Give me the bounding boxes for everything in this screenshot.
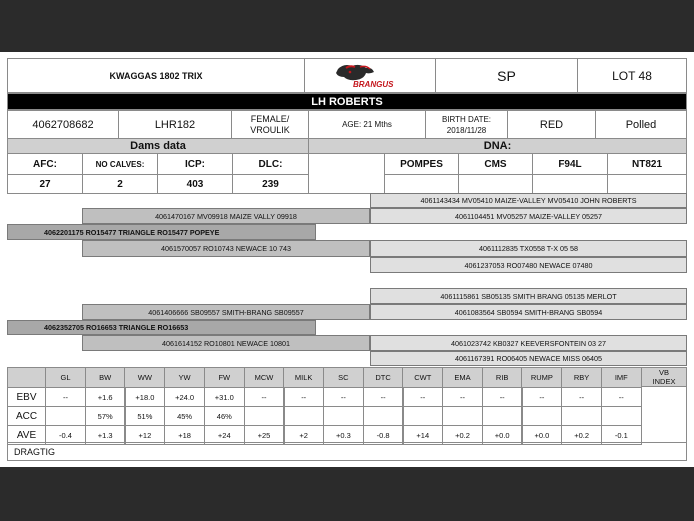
dna-f94l: F94L	[532, 153, 608, 175]
logo-text: BRANGUS	[353, 80, 394, 89]
genetics-cell-ebv-gl: --	[45, 387, 86, 407]
dna-f94l-value	[532, 174, 608, 194]
birth-date-label: BIRTH DATE:	[441, 114, 492, 124]
bottom-band	[0, 467, 694, 521]
genetics-col-dtc: DTC	[363, 367, 404, 388]
genetics-cell-acc-dtc	[363, 406, 404, 426]
pedigree-sire-ss: 4061143434 MV05410 MAIZE-VALLEY MV05410 JOHN ROBERTS	[370, 193, 687, 208]
genetics-col-bw: BW	[85, 367, 126, 388]
sex-line-2: VROULIK	[250, 124, 290, 135]
genetics-col-rby: RBY	[561, 367, 602, 388]
vb-index-header	[641, 367, 687, 387]
genetics-col-cwt: CWT	[402, 367, 443, 388]
genetics-cell-acc-rib	[482, 406, 523, 426]
pedigree-sire: 4062201175 RO15477 TRIANGLE RO15477 POPEYE	[7, 224, 316, 240]
genetics-cell-ave-cwt: +14	[402, 425, 443, 445]
no-calves-value: 2	[82, 174, 158, 194]
dna-nt821-value	[607, 174, 687, 194]
genetics-col-ww: WW	[124, 367, 165, 388]
pedigree-dam-d: 4061614152 RO10801 NEWACE 10801	[82, 335, 370, 351]
genetics-cell-ave-yw: +18	[164, 425, 205, 445]
genetics-cell-ave-gl: -0.4	[45, 425, 86, 445]
pedigree-dam-s: 4061406666 SB09557 SMITH-BRANG SB09557	[82, 304, 370, 320]
genetics-cell-ebv-bw: +1.6	[85, 387, 126, 407]
genetics-row-label-ebv: EBV	[7, 387, 46, 407]
genetics-cell-ave-sc: +0.3	[323, 425, 364, 445]
genetics-cell-ave-mcw: +25	[244, 425, 285, 445]
genetics-col-sc: SC	[323, 367, 364, 388]
genetics-cell-ave-milk: +2	[283, 425, 324, 445]
afc-value: 27	[7, 174, 83, 194]
genetics-col-yw: YW	[164, 367, 205, 388]
genetics-row-label-ave: AVE	[7, 425, 46, 445]
dlc-value: 239	[232, 174, 309, 194]
genetics-cell-ebv-rby: --	[561, 387, 602, 407]
pedigree-sire-dd: 4061237053 RO07480 NEWACE 07480	[370, 257, 687, 273]
genetics-cell-ebv-cwt: --	[402, 387, 443, 407]
genetics-row-label-acc: ACC	[7, 406, 46, 426]
genetics-cell-ave-rib: +0.0	[482, 425, 523, 445]
animal-id: 4062708682	[7, 110, 119, 139]
birth-date-value: 2018/11/28	[446, 125, 487, 135]
genetics-cell-ebv-ema: --	[442, 387, 483, 407]
genetics-col-milk: MILK	[283, 367, 324, 388]
icp-value: 403	[157, 174, 233, 194]
dna-title: DNA:	[308, 138, 687, 154]
dna-pompes-value	[384, 174, 459, 194]
genetics-cell-ave-ww: +12	[124, 425, 165, 445]
dams-data-title: Dams data	[7, 138, 309, 154]
pedigree-sire-s: 4061470167 MV09918 MAIZE VALLY 09918	[82, 208, 370, 224]
dna-cms: CMS	[458, 153, 533, 175]
lot-sheet	[0, 52, 694, 467]
genetics-cell-ebv-milk: --	[283, 387, 324, 407]
genetics-cell-ave-imf: -0.1	[601, 425, 642, 445]
birth-date	[425, 110, 508, 139]
genetics-cell-ave-rby: +0.2	[561, 425, 602, 445]
genetics-cell-ebv-yw: +24.0	[164, 387, 205, 407]
pedigree-sire-ds: 4061112835 TX0558 T-X 05 58	[370, 240, 687, 257]
genetics-col-ema: EMA	[442, 367, 483, 388]
genetics-col-fw: FW	[204, 367, 245, 388]
pedigree-dam: 4062352705 RO16653 TRIANGLE RO16653	[7, 320, 316, 335]
dna-cms-value	[458, 174, 533, 194]
colour: RED	[507, 110, 596, 139]
no-calves-header: NO CALVES:	[82, 153, 158, 175]
genetics-corner	[7, 367, 46, 388]
genetics-cell-acc-rby	[561, 406, 602, 426]
sex	[231, 110, 309, 139]
dna-spacer	[308, 153, 385, 194]
genetics-cell-acc-sc	[323, 406, 364, 426]
genetics-cell-acc-bw: 57%	[85, 406, 126, 426]
genetics-cell-acc-rump	[521, 406, 562, 426]
sale-code: SP	[435, 58, 578, 93]
vb-index-value	[641, 386, 687, 443]
breeder-name: LH ROBERTS	[7, 93, 687, 110]
genetics-cell-ave-fw: +24	[204, 425, 245, 445]
genetics-cell-ave-dtc: -0.8	[363, 425, 404, 445]
brangus-logo	[304, 58, 436, 93]
genetics-cell-ebv-rib: --	[482, 387, 523, 407]
top-band	[0, 0, 694, 52]
lot-number: LOT 48	[577, 58, 687, 93]
pedigree-sire-sd: 4061104451 MV05257 MAIZE-VALLEY 05257	[370, 208, 687, 224]
genetics-col-rib: RIB	[482, 367, 523, 388]
pedigree-dam-dd: 4061167391 RO06405 NEWACE MISS 06405	[370, 351, 687, 366]
genetics-cell-acc-cwt	[402, 406, 443, 426]
genetics-cell-ebv-fw: +31.0	[204, 387, 245, 407]
genetics-cell-ebv-rump: --	[521, 387, 562, 407]
dna-pompes: POMPES	[384, 153, 459, 175]
animal-name: KWAGGAS 1802 TRIX	[7, 58, 305, 93]
icp-header: ICP:	[157, 153, 233, 175]
genetics-col-rump: RUMP	[521, 367, 562, 388]
genetics-cell-acc-ema	[442, 406, 483, 426]
genetics-cell-ave-ema: +0.2	[442, 425, 483, 445]
tattoo: LHR182	[118, 110, 232, 139]
pedigree-dam-ds: 4061023742 KB0327 KEEVERSFONTEIN 03 27	[370, 335, 687, 351]
dna-nt821: NT821	[607, 153, 687, 175]
genetics-cell-ebv-imf: --	[601, 387, 642, 407]
dlc-header: DLC:	[232, 153, 309, 175]
genetics-cell-ebv-ww: +18.0	[124, 387, 165, 407]
genetics-col-mcw: MCW	[244, 367, 285, 388]
genetics-cell-ebv-mcw: --	[244, 387, 285, 407]
genetics-cell-ebv-dtc: --	[363, 387, 404, 407]
genetics-col-gl: GL	[45, 367, 86, 388]
genetics-cell-ebv-sc: --	[323, 387, 364, 407]
genetics-cell-acc-imf	[601, 406, 642, 426]
genetics-cell-ave-rump: +0.0	[521, 425, 562, 445]
footer-note-text: DRAGTIG	[14, 446, 56, 457]
vb-index-line-2: INDEX	[652, 377, 676, 386]
vb-index-line-1: VB	[658, 368, 669, 377]
pedigree-dam-sd: 4061083564 SB0594 SMITH-BRANG SB0594	[370, 304, 687, 320]
genetics-cell-ave-bw: +1.3	[85, 425, 126, 445]
afc-header: AFC:	[7, 153, 83, 175]
genetics-cell-acc-mcw	[244, 406, 285, 426]
genetics-col-imf: IMF	[601, 367, 642, 388]
sex-line-1: FEMALE/	[250, 113, 290, 124]
genetics-cell-acc-ww: 51%	[124, 406, 165, 426]
genetics-cell-acc-gl	[45, 406, 86, 426]
genetics-cell-acc-milk	[283, 406, 324, 426]
genetics-cell-acc-fw: 46%	[204, 406, 245, 426]
pedigree-sire-d: 4061570057 RO10743 NEWACE 10 743	[82, 240, 370, 257]
horn-status: Polled	[595, 110, 687, 139]
pedigree-dam-ss: 4061115861 SB05135 SMITH BRANG 05135 MERLOT	[370, 288, 687, 304]
genetics-cell-acc-yw: 45%	[164, 406, 205, 426]
age: AGE: 21 Mths	[308, 110, 426, 139]
footer-note	[7, 442, 687, 461]
